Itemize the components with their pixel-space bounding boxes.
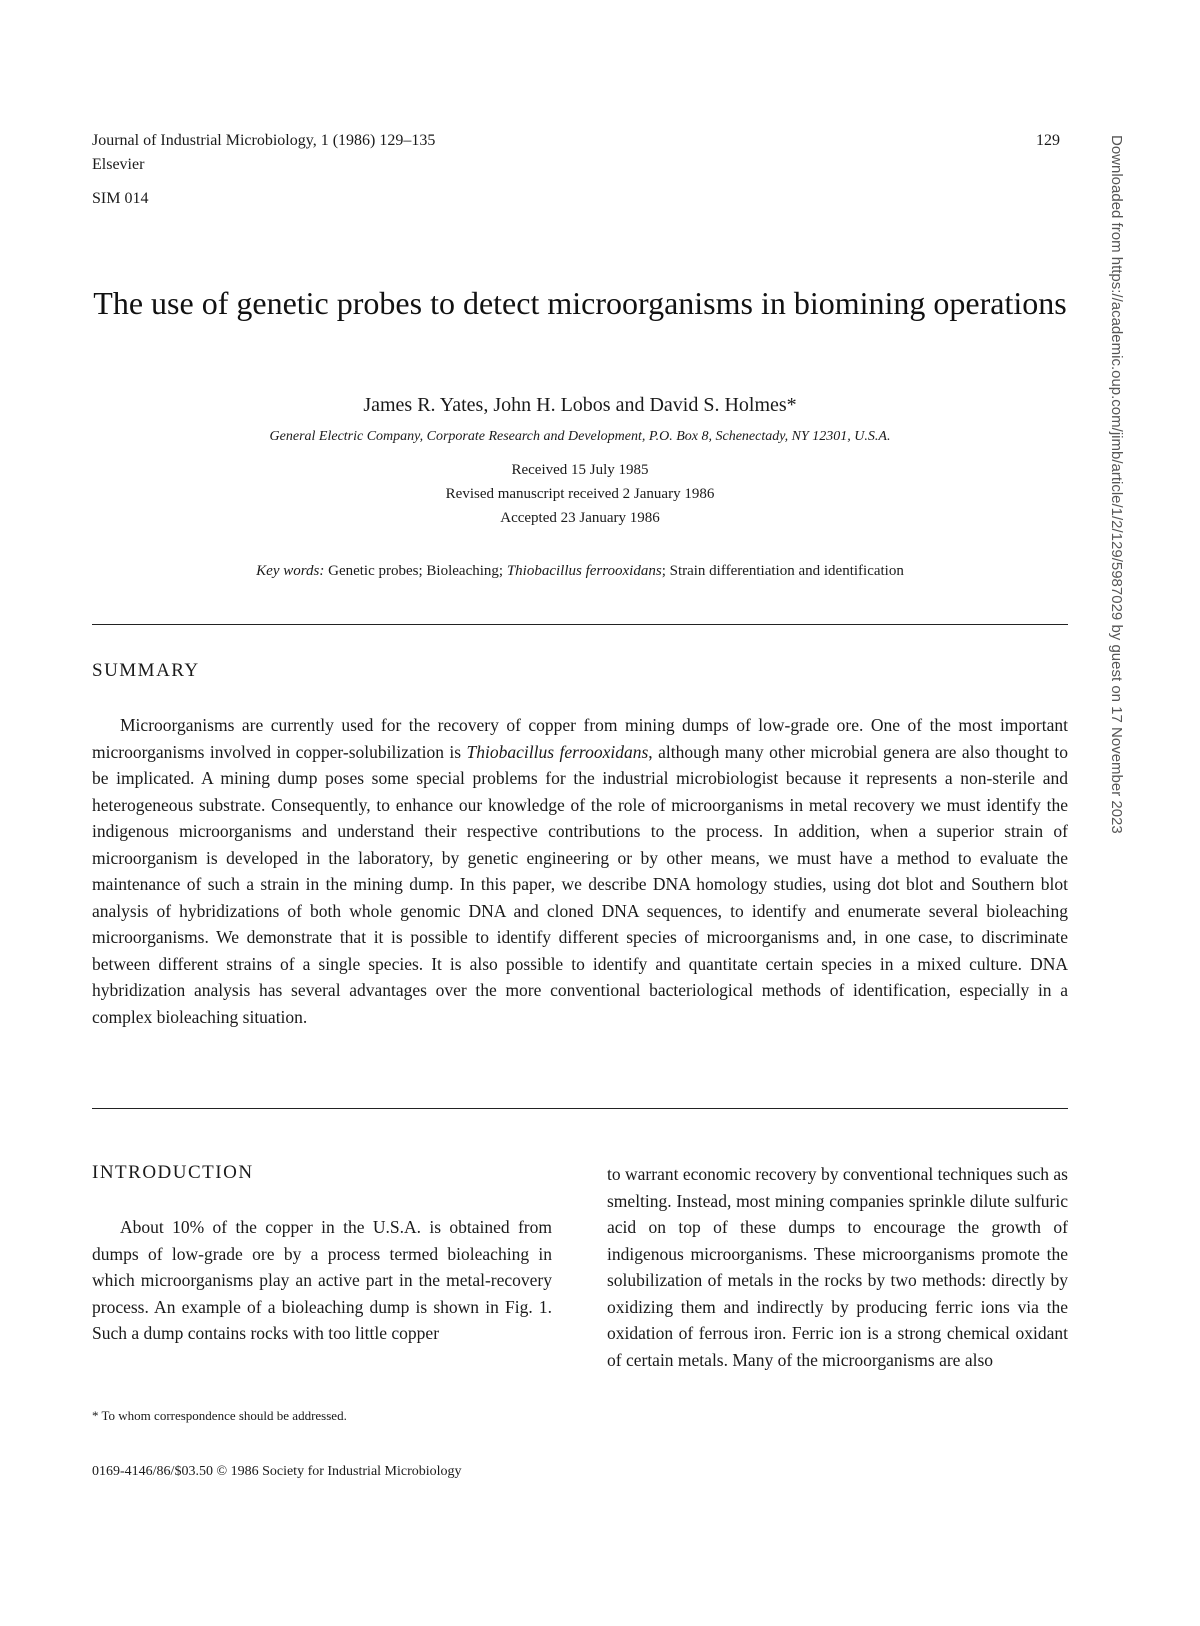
page-number: 129 (1036, 132, 1060, 149)
article-title: The use of genetic probes to detect microorganisms in biomining operations (93, 285, 1067, 321)
summary-text-end: , although many other microbial genera are also thought to be implicated. A mining dump poses some special problems for the industrial microbiologist because it represents a non-sterile and heterogeneous substrate. Consequently, to enhance our knowledge of the role of microorganisms in metal recovery we must identify the indigenous microorganisms and understand their respective contributions to the process. In addition, when a superior strain of microorganism is developed in the laboratory, by genetic engineering or by other means, we must have a method to evaluate the maintenance of such a strain in the mining dump. In this paper, we describe DNA homology studies, using dot blot and Southern blot analysis of hybridizations of both whole genomic DNA and cloned DNA sequences, to identify and enumerate several bioleaching microorganisms. We demonstrate that it is possible to identify different species of microorganisms and, in one case, to discriminate between different strains of a single species. It is also possible to identify and quantitate certain species in a mixed culture. DNA hybridization analysis has several advantages over the more conventional bacteriological methods of identification, especially in a complex bioleaching situation. (92, 741, 1069, 1027)
revised-date: Revised manuscript received 2 January 1986 (445, 486, 715, 502)
introduction-left-column: About 10% of the copper in the U.S.A. is obtained from dumps of low-grade ore by a process termed bioleaching in which microorganisms play an active part in the metal-recovery process. An example of a bioleaching dump is shown in Fig. 1. Such a dump contains rocks with too little copper (92, 1217, 552, 1343)
article-dates (92, 458, 1068, 530)
introduction-right-column: to warrant economic recovery by conventional techniques such as smelting. Instead, most mining companies sprinkle dilute sulfuric acid on top of these dumps to encourage the growth of indigenous microorganisms. These microorganisms promote the solubilization of metals in the rocks by two methods: directly by oxidizing them and indirectly by producing ferric ions via the oxidation of ferrous iron. Ferric ion is a strong chemical oxidant of certain metals. Many of the microorganisms are also (607, 1164, 1068, 1370)
introduction-heading: INTRODUCTION (92, 1162, 254, 1183)
keywords (92, 563, 1068, 580)
download-watermark: Downloaded from https://academic.oup.com/jimb/article/1/2/129/5987029 by guest on 17 November 2023 (1108, 135, 1125, 834)
accepted-date: Accepted 23 January 1986 (500, 510, 660, 526)
summary-heading: SUMMARY (92, 660, 200, 681)
correspondence-footnote: * To whom correspondence should be addressed. (92, 1408, 347, 1423)
keywords-list-end: ; Strain differentiation and identification (661, 563, 904, 579)
keywords-label: Key words: (256, 563, 325, 579)
author-list: James R. Yates, John H. Lobos and David S. Holmes* (363, 394, 797, 416)
received-date: Received 15 July 1985 (511, 462, 649, 478)
divider-bottom (92, 1108, 1068, 1109)
keywords-species: Thiobacillus ferrooxidans (506, 563, 662, 579)
copyright-line: 0169-4146/86/$03.50 © 1986 Society for Industrial Microbiology (92, 1464, 462, 1479)
keywords-list: Genetic probes; Bioleaching; (328, 563, 504, 579)
summary-text-start: Microorganisms are currently used for the recovery of copper from mining dumps of low-grade ore. One of the most important microorganisms involved in copper-solubilization is (92, 715, 1068, 762)
summary-paragraph (92, 712, 1068, 1030)
article-code: SIM 014 (92, 190, 149, 207)
divider-top (92, 624, 1068, 625)
summary-species: Thiobacillus ferrooxidans (466, 741, 649, 762)
publisher-name: Elsevier (92, 156, 145, 173)
journal-citation: Journal of Industrial Microbiology, 1 (1986) 129–135 (92, 132, 436, 149)
author-affiliation: General Electric Company, Corporate Research and Development, P.O. Box 8, Schenectady, NY 12301, U.S.A. (269, 429, 891, 444)
